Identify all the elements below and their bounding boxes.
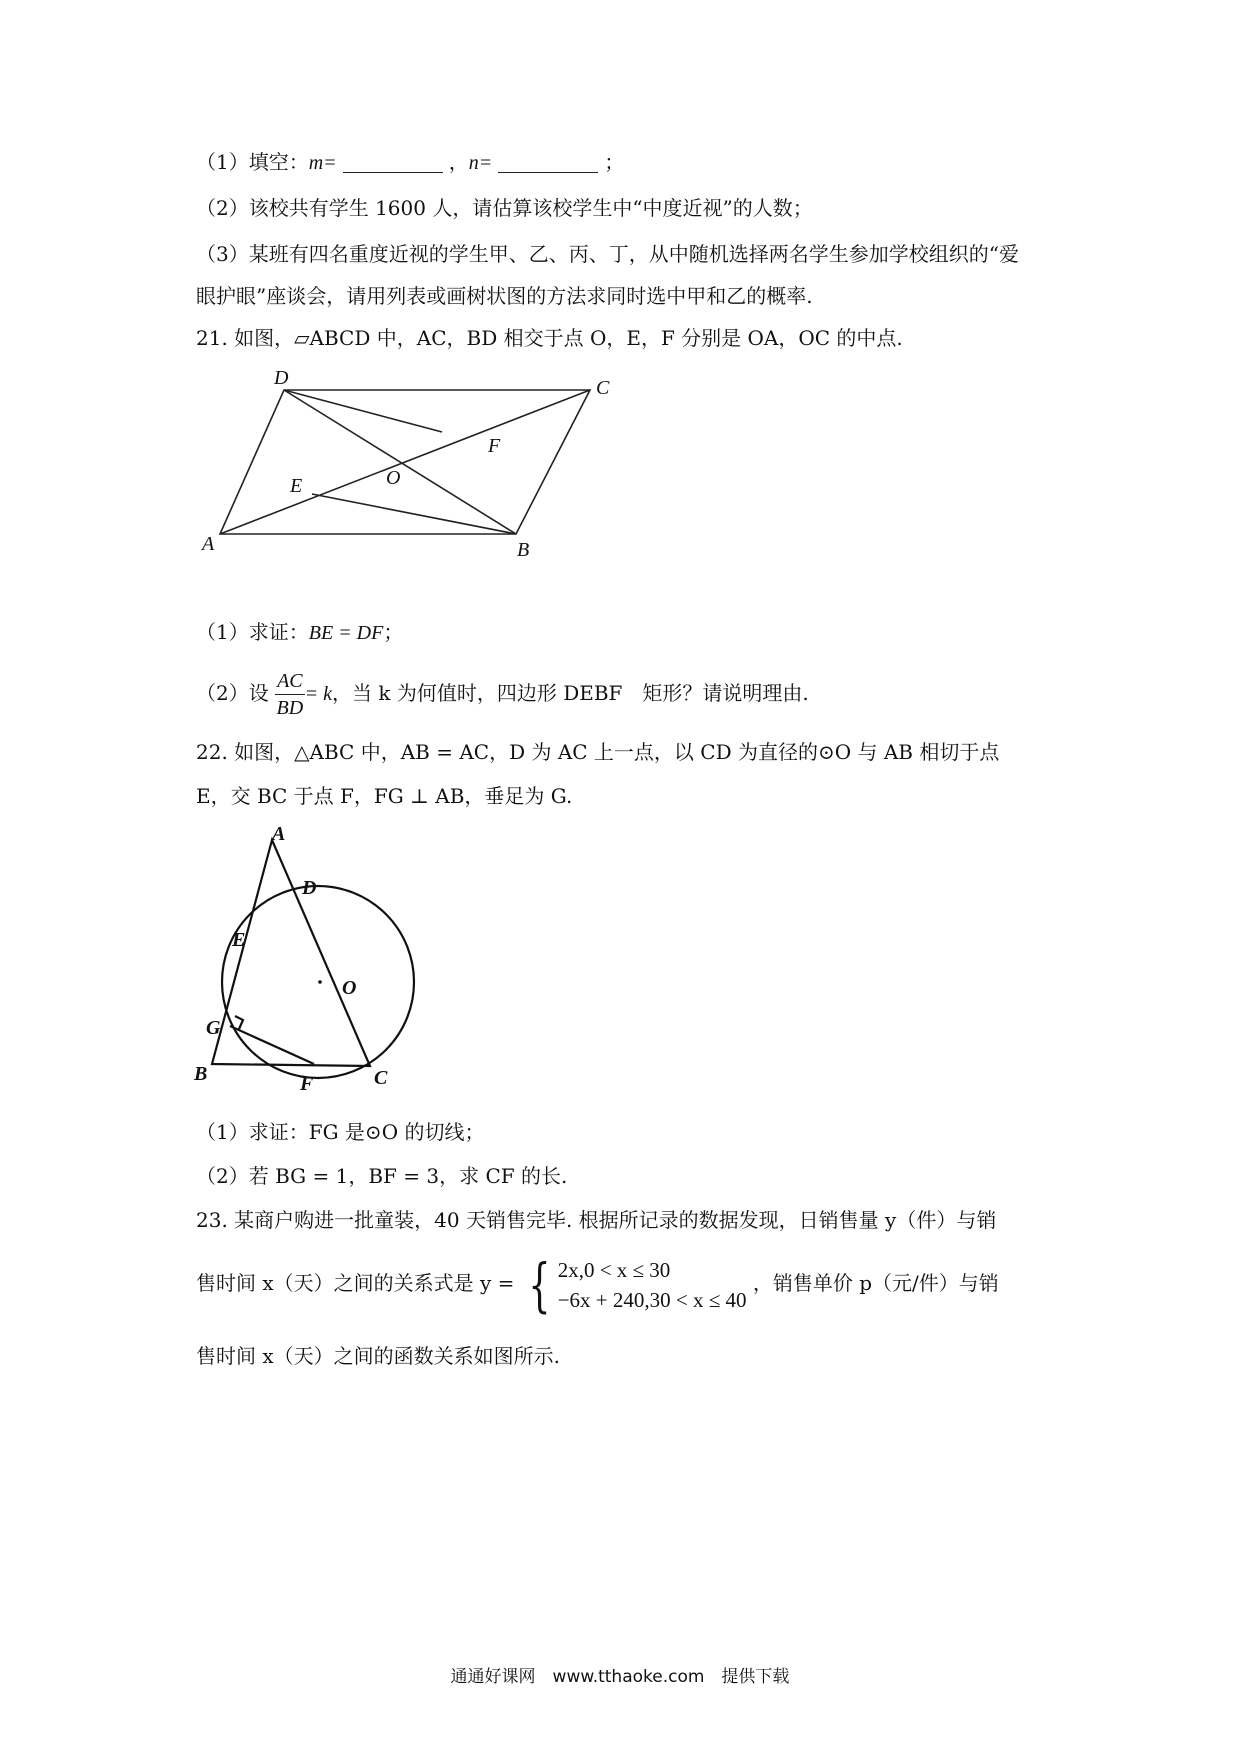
label-f: F (300, 1073, 314, 1095)
blank-n (498, 152, 598, 173)
q22-part1: （1）求证：FG 是⊙O 的切线； (196, 1120, 485, 1144)
q21-part1 (196, 618, 403, 647)
q23-line2 (196, 1248, 999, 1318)
label-d: D (274, 370, 289, 389)
q21-stem: 21. 如图，▱ABCD 中，AC，BD 相交于点 O，E，F 分别是 OA，OC 的中点. (196, 326, 903, 350)
piecewise-case-1: 2x,0 < x ≤ 30 (557, 1257, 671, 1282)
fraction-denominator: BD (276, 697, 304, 719)
q21-part1-equation: BE = DF (308, 622, 384, 644)
q21-part2-prefix: （2）设 (196, 681, 269, 705)
separator: ， (448, 150, 469, 174)
equals-k: = k (304, 683, 333, 705)
q22-part2: （2）若 BG = 1，BF = 3，求 CF 的长. (196, 1164, 568, 1188)
right-angle-mark (235, 1016, 243, 1029)
circle-o (222, 886, 414, 1078)
q21-part1-prefix: （1）求证： (196, 620, 309, 644)
var-m: m= (308, 152, 337, 174)
q20-part2: （2）该校共有学生 1600 人，请估算该校学生中“中度近视”的人数； (196, 196, 813, 220)
segment-fg (230, 1026, 314, 1064)
segment-de (284, 390, 442, 432)
semicolon: ； (383, 620, 404, 644)
blank-m (343, 152, 443, 173)
label-f: F (488, 435, 501, 457)
label-e: E (290, 475, 303, 497)
label-b: B (517, 539, 530, 561)
label-g: G (206, 1017, 221, 1039)
label-c: C (596, 377, 610, 399)
piecewise-case-2: −6x + 240,30 < x ≤ 40 (557, 1287, 747, 1312)
q21-part2-rest: ，当 k 为何值时，四边形 DEBF 矩形？请说明理由. (332, 681, 809, 705)
q23-line3: 售时间 x（天）之间的函数关系如图所示. (196, 1344, 560, 1368)
q21-parallelogram-figure (190, 370, 630, 570)
piecewise-cases (558, 1255, 747, 1315)
fraction-ac-over-bd (275, 668, 305, 721)
label-c: C (374, 1067, 388, 1089)
q23-line2-prefix: 售时间 x（天）之间的关系式是 y = (196, 1271, 515, 1295)
var-n: n= (468, 152, 493, 174)
page-footer: 通通好课网 www.tthaoke.com 提供下载 (450, 1667, 790, 1687)
label-d: D (302, 877, 317, 899)
q21-part2 (196, 666, 809, 722)
q20-part1-prefix: （1）填空： (196, 150, 309, 174)
q20-part3-line2: 眼护眼”座谈会，请用列表或画树状图的方法求同时选中甲和乙的概率. (196, 284, 813, 308)
diagonal-bd (284, 390, 516, 534)
semicolon: ； (604, 150, 625, 174)
piecewise-brace: { (528, 1250, 551, 1319)
q22-circle-figure (190, 826, 440, 1096)
label-e: E (232, 929, 246, 951)
q20-part1 (196, 148, 624, 177)
label-a: A (202, 533, 215, 555)
q23-line1: 23. 某商户购进一批童装，40 天销售完毕. 根据所记录的数据发现，日销售量 y（件）与销 (196, 1208, 997, 1232)
q22-stem-line1: 22. 如图，△ABC 中，AB = AC，D 为 AC 上一点，以 CD 为直径的⊙O 与 AB 相切于点 (196, 740, 1000, 764)
label-b: B (194, 1063, 208, 1085)
label-o: O (342, 977, 357, 999)
q20-part3-line1: （3）某班有四名重度近视的学生甲、乙、丙、丁，从中随机选择两名学生参加学校组织的“爱 (196, 242, 1019, 266)
center-dot (318, 980, 322, 984)
segment-be (312, 494, 516, 534)
q23-line2-suffix: ，销售单价 p（元/件）与销 (752, 1271, 999, 1295)
fraction-numerator: AC (275, 668, 305, 695)
label-o: O (386, 467, 401, 489)
q22-stem-line2: E，交 BC 于点 F，FG ⊥ AB，垂足为 G. (196, 784, 573, 808)
label-a: A (272, 826, 286, 845)
